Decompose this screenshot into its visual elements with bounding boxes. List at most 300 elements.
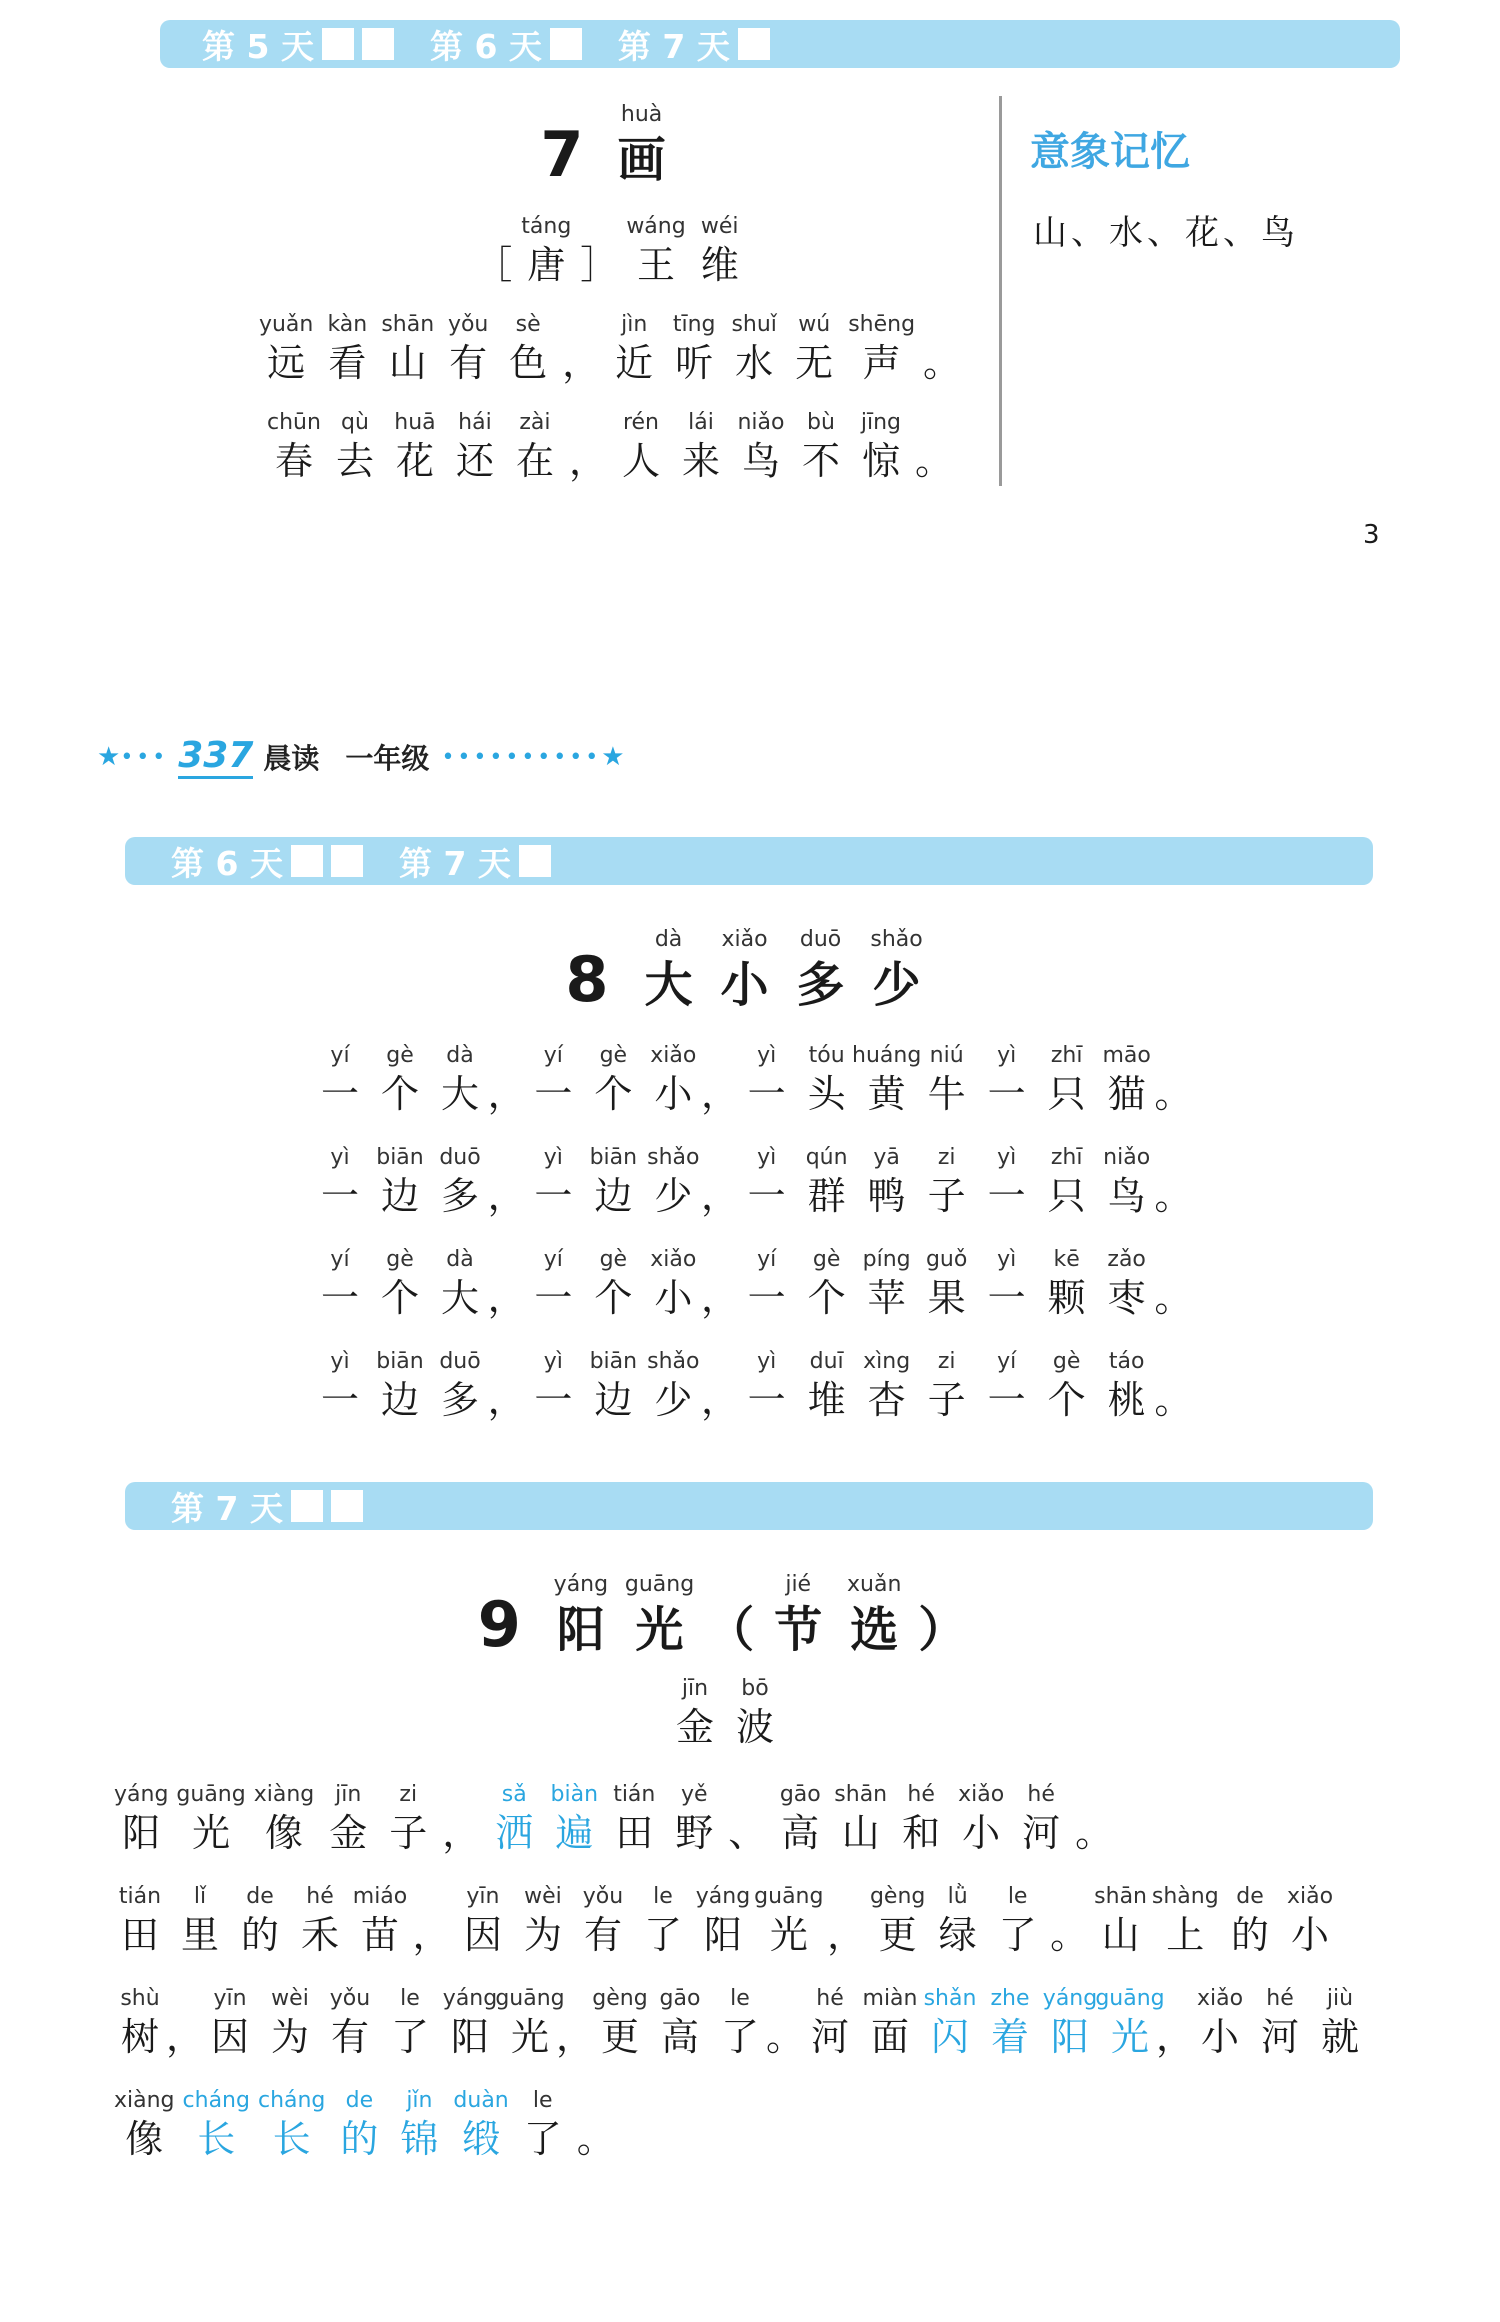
ruby-cell xyxy=(587,1143,639,1219)
ruby-cell xyxy=(735,408,787,484)
ruby-cell xyxy=(834,1780,887,1856)
pinyin: yā xyxy=(873,1145,900,1170)
hanzi: 长 xyxy=(197,2117,236,2161)
hanzi: 唐 xyxy=(527,243,566,287)
hanzi: 金 xyxy=(675,1705,714,1749)
pinyin: gè xyxy=(386,1043,414,1068)
hanzi: 小 xyxy=(962,1811,1001,1855)
ruby-cell xyxy=(766,1570,830,1660)
day-progress-bar-3 xyxy=(125,1482,1373,1530)
ruby-cell xyxy=(654,1984,706,2060)
hanzi: 听 xyxy=(675,341,714,385)
pinyin: wáng xyxy=(626,214,686,239)
day-label: 第 7 天 xyxy=(617,26,730,66)
ruby-cell xyxy=(774,1780,826,1856)
hanzi: 边 xyxy=(594,1174,633,1218)
ruby-cell xyxy=(915,408,953,484)
poem-author xyxy=(110,1674,1340,1750)
punctuation: ， xyxy=(700,1378,739,1422)
ruby-cell xyxy=(502,310,554,386)
pinyin: gè xyxy=(599,1247,628,1272)
pinyin: wèi xyxy=(271,1986,309,2011)
checkbox-square[interactable] xyxy=(362,28,394,60)
ruby-cell xyxy=(697,1882,749,1958)
pinyin: kē xyxy=(1053,1247,1080,1272)
punctuation: ， xyxy=(1156,2015,1195,2059)
ruby-cell xyxy=(801,1245,853,1321)
pinyin: shǎn xyxy=(923,1986,977,2011)
ruby-cell xyxy=(647,1041,699,1117)
hanzi: 河 xyxy=(1022,1811,1061,1855)
ruby-cell xyxy=(921,1143,973,1219)
hanzi: 群 xyxy=(807,1174,846,1218)
hanzi: 了 xyxy=(998,1913,1037,1957)
ruby-cell xyxy=(1095,1882,1147,1958)
ruby-cell xyxy=(984,1984,1036,2060)
pinyin: gāo xyxy=(779,1782,821,1807)
hanzi: 颗 xyxy=(1047,1276,1086,1320)
ruby-cell xyxy=(374,1041,426,1117)
imagery-title: 意象记忆 xyxy=(1030,129,1190,175)
day-group xyxy=(171,838,363,885)
ruby-cell xyxy=(314,1245,366,1321)
hanzi: 个 xyxy=(1047,1378,1086,1422)
pinyin: le xyxy=(532,2088,553,2113)
ruby-cell xyxy=(254,1780,315,1856)
dotted-line: •••••••••• xyxy=(441,744,602,770)
pinyin: hé xyxy=(816,1986,844,2011)
pinyin: huā xyxy=(394,410,436,435)
star-icon: ★ xyxy=(601,742,625,772)
day-label: 第 6 天 xyxy=(429,26,542,66)
imagery-body: 山、水、花、鸟 xyxy=(1033,213,1299,253)
pinyin: zi xyxy=(937,1349,956,1374)
ruby-cell xyxy=(517,1882,569,1958)
pinyin: shān xyxy=(381,312,435,337)
hanzi: 一 xyxy=(320,1174,359,1218)
hanzi: 一 xyxy=(987,1276,1026,1320)
ruby-cell xyxy=(981,1347,1033,1423)
ruby-cell xyxy=(1041,1143,1093,1219)
pinyin: táng xyxy=(521,214,572,239)
punctuation: ， xyxy=(562,341,601,385)
pinyin: jīng xyxy=(860,410,902,435)
hanzi: 水 xyxy=(735,341,774,385)
pinyin: yí xyxy=(330,1043,350,1068)
hanzi: 个 xyxy=(807,1276,846,1320)
hanzi: 禾 xyxy=(300,1913,339,1957)
hanzi: 苗 xyxy=(360,1913,399,1957)
ruby-cell xyxy=(294,1882,346,1958)
pinyin: cháng xyxy=(182,2088,250,2113)
pinyin: gèng xyxy=(869,1884,926,1909)
punctuation: ， xyxy=(700,1174,739,1218)
hanzi: 一 xyxy=(534,1072,573,1116)
ruby-cell xyxy=(587,1245,639,1321)
checkbox-square[interactable] xyxy=(738,28,770,60)
ruby-cell xyxy=(176,1780,245,1856)
pinyin: niǎo xyxy=(1103,1145,1151,1170)
punctuation: ， xyxy=(700,1276,739,1320)
ruby-cell xyxy=(1101,1245,1153,1321)
pinyin: shān xyxy=(1094,1884,1148,1909)
hanzi: 光 xyxy=(1110,2015,1149,2059)
poem-7 xyxy=(250,100,970,484)
grade-label: 一年级 xyxy=(345,742,430,775)
hanzi: 山 xyxy=(388,341,427,385)
ruby-cell xyxy=(848,310,915,386)
ruby-cell xyxy=(449,408,501,484)
hanzi: 有 xyxy=(330,2015,369,2059)
hanzi: 就 xyxy=(1320,2015,1359,2059)
ruby-cell xyxy=(615,408,667,484)
hanzi: 高 xyxy=(660,2015,699,2059)
pinyin: xiǎo xyxy=(1286,1884,1334,1909)
punctuation: 。 xyxy=(1050,1913,1089,1957)
pinyin: píng xyxy=(862,1247,911,1272)
hanzi: 田 xyxy=(120,1913,159,1957)
day-label: 第 7 天 xyxy=(398,843,511,883)
pinyin: wéi xyxy=(700,214,739,239)
ruby-cell xyxy=(1154,1347,1193,1423)
hanzi: 缎 xyxy=(462,2117,501,2161)
hanzi: 一 xyxy=(987,1174,1026,1218)
punctuation: ， xyxy=(487,1276,526,1320)
hanzi: 阳 xyxy=(122,1811,161,1855)
checkbox-square[interactable] xyxy=(331,845,363,877)
hanzi: 光 xyxy=(192,1811,231,1855)
ruby-cell xyxy=(577,1882,629,1958)
hanzi: 边 xyxy=(380,1378,419,1422)
pinyin: cháng xyxy=(257,2088,326,2113)
hanzi: 河 xyxy=(810,2015,849,2059)
hanzi: 像 xyxy=(125,2117,164,2161)
hanzi: 头 xyxy=(807,1072,846,1116)
hanzi: 少 xyxy=(654,1174,693,1218)
title-chars xyxy=(631,925,935,1015)
hanzi: 河 xyxy=(1260,2015,1299,2059)
hanzi: 遍 xyxy=(555,1811,594,1855)
punctuation: 。 xyxy=(766,2015,805,2059)
hanzi: 画 xyxy=(617,132,666,188)
checkbox-square[interactable] xyxy=(550,28,582,60)
pinyin: duō xyxy=(439,1349,481,1374)
pinyin: biān xyxy=(589,1145,638,1170)
ruby-cell xyxy=(647,1245,699,1321)
pinyin: duō xyxy=(439,1145,481,1170)
ruby-cell xyxy=(766,1984,805,2060)
pinyin: guāng xyxy=(495,1986,565,2011)
ruby-cell xyxy=(517,2086,569,2162)
pinyin: qù xyxy=(340,410,369,435)
pinyin: duàn xyxy=(453,2088,509,2113)
ruby-cell xyxy=(444,1984,496,2060)
ruby-cell xyxy=(789,925,853,1015)
checkbox-square[interactable] xyxy=(291,1490,323,1522)
pinyin: guāng xyxy=(176,1782,246,1807)
ruby-cell xyxy=(647,1143,699,1219)
hanzi: 少 xyxy=(872,957,921,1013)
hanzi: 因 xyxy=(210,2015,249,2059)
poem-number: 8 xyxy=(565,943,609,1016)
ruby-cell xyxy=(174,1882,226,1958)
punctuation: 。 xyxy=(1075,1811,1114,1855)
pinyin: māo xyxy=(1102,1043,1151,1068)
hanzi: 边 xyxy=(594,1378,633,1422)
poem-line xyxy=(110,1882,1340,1958)
ruby-cell xyxy=(1284,1882,1336,1958)
pinyin: miàn xyxy=(862,1986,918,2011)
hanzi: 一 xyxy=(320,1276,359,1320)
pinyin: tóu xyxy=(808,1043,845,1068)
pinyin: huáng xyxy=(852,1043,922,1068)
hanzi: 山 xyxy=(841,1811,880,1855)
ruby-cell xyxy=(801,1347,853,1423)
pinyin: dà xyxy=(446,1043,474,1068)
ruby-cell xyxy=(1154,1245,1193,1321)
poem-line xyxy=(310,1245,1193,1321)
ruby-cell xyxy=(741,1143,793,1219)
ruby-cell xyxy=(668,310,720,386)
checkbox-square[interactable] xyxy=(519,845,551,877)
hanzi: 远 xyxy=(267,341,306,385)
pinyin: guāng xyxy=(624,1572,695,1597)
ruby-cell xyxy=(895,1780,947,1856)
pinyin: biān xyxy=(376,1145,424,1170)
hanzi: 的 xyxy=(340,2117,379,2161)
book-title: 晨读 xyxy=(263,742,320,775)
hanzi: 为 xyxy=(270,2015,309,2059)
hanzi: 小 xyxy=(720,957,769,1013)
poem-title xyxy=(310,925,1190,1015)
pinyin: gè xyxy=(386,1247,414,1272)
punctuation: 。 xyxy=(1154,1174,1193,1218)
ruby-cell xyxy=(955,1780,1007,1856)
hanzi: 锦 xyxy=(400,2117,439,2161)
poem-title xyxy=(110,1570,1340,1660)
ruby-cell xyxy=(314,1143,366,1219)
poem-line xyxy=(310,1143,1193,1219)
ruby-cell xyxy=(234,1882,286,1958)
pinyin: biàn xyxy=(550,1782,599,1807)
ruby-cell xyxy=(1101,1143,1153,1219)
ruby-cell xyxy=(495,1984,565,2060)
pinyin: gèng xyxy=(592,1986,648,2011)
ruby-cell xyxy=(1041,1347,1093,1423)
poem-9 xyxy=(110,1570,1359,2162)
hanzi: 洒 xyxy=(495,1811,534,1855)
pinyin: jǐn xyxy=(406,2088,433,2113)
hanzi: 金 xyxy=(329,1811,368,1855)
ruby-cell xyxy=(587,1347,639,1423)
hanzi: 小 xyxy=(654,1276,693,1320)
pinyin: xiàng xyxy=(114,2088,175,2113)
hanzi: 的 xyxy=(240,1913,279,1957)
ruby-cell xyxy=(1052,1882,1087,1958)
pinyin: yì xyxy=(543,1145,563,1170)
pinyin: yì xyxy=(997,1145,1017,1170)
ruby-cell xyxy=(842,1570,906,1660)
hanzi: 鸟 xyxy=(741,439,780,483)
pinyin: xiǎo xyxy=(721,927,768,952)
hanzi: 高 xyxy=(781,1811,820,1855)
ruby-cell xyxy=(921,1245,973,1321)
ruby-cell xyxy=(1154,1041,1193,1117)
star-icon: ★ xyxy=(97,742,121,772)
pinyin: yáng xyxy=(553,1572,609,1597)
ruby-cell xyxy=(610,100,674,190)
hanzi: 波 xyxy=(735,1705,774,1749)
pinyin: jìn xyxy=(621,312,648,337)
ruby-cell xyxy=(434,1041,486,1117)
hanzi: 黄 xyxy=(867,1072,906,1116)
pinyin: yì xyxy=(330,1349,350,1374)
ruby-cell xyxy=(1041,1245,1093,1321)
poem-lines xyxy=(310,1041,1193,1423)
ruby-cell xyxy=(487,1143,526,1219)
ruby-cell xyxy=(114,1780,168,1856)
pinyin: gè xyxy=(812,1247,841,1272)
checkbox-square[interactable] xyxy=(322,28,354,60)
pinyin: zǎo xyxy=(1107,1247,1146,1272)
ruby-cell xyxy=(549,1570,613,1660)
pinyin: xiàng xyxy=(253,1782,315,1807)
ruby-cell xyxy=(258,2086,325,2162)
pinyin: yáng xyxy=(442,1986,498,2011)
ruby-cell xyxy=(457,1882,509,1958)
day-group xyxy=(430,21,582,68)
pinyin: zhī xyxy=(1050,1145,1083,1170)
ruby-cell xyxy=(921,1041,973,1117)
pinyin: yì xyxy=(330,1145,350,1170)
hanzi: 不 xyxy=(801,439,840,483)
pinyin: miáo xyxy=(352,1884,408,1909)
ruby-cell xyxy=(855,408,907,484)
pinyin: xiǎo xyxy=(1196,1986,1244,2011)
poem-line xyxy=(250,408,970,484)
ruby-cell xyxy=(393,2086,445,2162)
hanzi: 光 xyxy=(510,2015,549,2059)
ruby-cell xyxy=(801,1143,853,1219)
hanzi: 树 xyxy=(120,2015,159,2059)
hanzi: 多 xyxy=(440,1378,479,1422)
pinyin: yí xyxy=(997,1349,1017,1374)
punctuation: （ xyxy=(706,1602,755,1658)
ruby-cell xyxy=(527,1041,579,1117)
ruby-cell xyxy=(981,1245,1033,1321)
hanzi: 节 xyxy=(774,1602,823,1658)
pinyin: xuǎn xyxy=(847,1572,902,1597)
pinyin: yáng xyxy=(1042,1986,1098,2011)
checkbox-square[interactable] xyxy=(291,845,323,877)
hanzi: 光 xyxy=(769,1913,808,1957)
punctuation: 。 xyxy=(576,2117,615,2161)
ruby-cell xyxy=(114,1882,166,1958)
pinyin: biān xyxy=(376,1349,424,1374)
hanzi: 有 xyxy=(449,341,488,385)
pinyin: lái xyxy=(688,410,714,435)
ruby-cell xyxy=(1151,1882,1219,1958)
poem-number: 7 xyxy=(540,118,584,191)
pinyin: le xyxy=(400,1986,420,2011)
ruby-cell xyxy=(594,1984,646,2060)
ruby-cell xyxy=(668,1780,720,1856)
ruby-cell xyxy=(114,1984,166,2060)
punctuation: 。 xyxy=(1154,1072,1193,1116)
ruby-cell xyxy=(713,925,777,1015)
pinyin: lǐ xyxy=(193,1884,207,1909)
pinyin: sè xyxy=(515,312,541,337)
ruby-cell xyxy=(474,212,512,288)
hanzi: 杏 xyxy=(867,1378,906,1422)
pinyin: yí xyxy=(543,1247,563,1272)
ruby-cell xyxy=(921,1347,973,1423)
ruby-cell xyxy=(1041,1041,1093,1117)
pinyin: yě xyxy=(681,1782,708,1807)
ruby-cell xyxy=(1015,1780,1067,1856)
pinyin: yīn xyxy=(466,1884,500,1909)
hanzi: 人 xyxy=(621,439,660,483)
hanzi: 有 xyxy=(583,1913,622,1957)
pinyin: hé xyxy=(306,1884,334,1909)
pinyin: jīn xyxy=(335,1782,362,1807)
poem-lines xyxy=(250,310,970,484)
poem-number: 9 xyxy=(477,1588,521,1661)
hanzi: 只 xyxy=(1047,1072,1086,1116)
hanzi: 王 xyxy=(637,243,676,287)
punctuation: 。 xyxy=(923,341,962,385)
pinyin: sǎ xyxy=(501,1782,527,1807)
poem-line xyxy=(110,2086,1340,2162)
hanzi: 更 xyxy=(878,1913,917,1957)
poem-title xyxy=(250,100,970,190)
pinyin: shàng xyxy=(1151,1884,1219,1909)
pinyin: le xyxy=(730,1986,750,2011)
hanzi: 阳 xyxy=(556,1602,605,1658)
hanzi: 阳 xyxy=(703,1913,742,1957)
ruby-cell xyxy=(741,1347,793,1423)
ruby-cell xyxy=(577,2086,615,2162)
pinyin: huà xyxy=(620,102,663,127)
punctuation: ， xyxy=(487,1072,526,1116)
pinyin: shǎo xyxy=(647,1349,700,1374)
hanzi: 边 xyxy=(380,1174,419,1218)
pinyin: gè xyxy=(1052,1349,1081,1374)
pinyin: rén xyxy=(622,410,659,435)
hanzi: 子 xyxy=(389,1811,428,1855)
checkbox-square[interactable] xyxy=(331,1490,363,1522)
punctuation: ］ xyxy=(580,243,619,287)
pinyin: dà xyxy=(446,1247,474,1272)
pinyin: de xyxy=(345,2088,374,2113)
hanzi: 长 xyxy=(272,2117,311,2161)
ruby-cell xyxy=(626,212,685,288)
pinyin: zhe xyxy=(990,1986,1030,2011)
pinyin: niú xyxy=(929,1043,964,1068)
ruby-cell xyxy=(1101,1347,1153,1423)
column-divider xyxy=(999,96,1002,486)
pinyin: chūn xyxy=(267,410,321,435)
pinyin: jié xyxy=(785,1572,812,1597)
punctuation: 。 xyxy=(1154,1378,1193,1422)
title-chars xyxy=(543,1570,972,1660)
pinyin: yǒu xyxy=(447,312,489,337)
ruby-cell xyxy=(706,1570,754,1660)
ruby-cell xyxy=(918,1570,966,1660)
day-progress-bar-2 xyxy=(125,837,1373,885)
punctuation: ， xyxy=(166,2015,205,2059)
ruby-cell xyxy=(487,1347,526,1423)
